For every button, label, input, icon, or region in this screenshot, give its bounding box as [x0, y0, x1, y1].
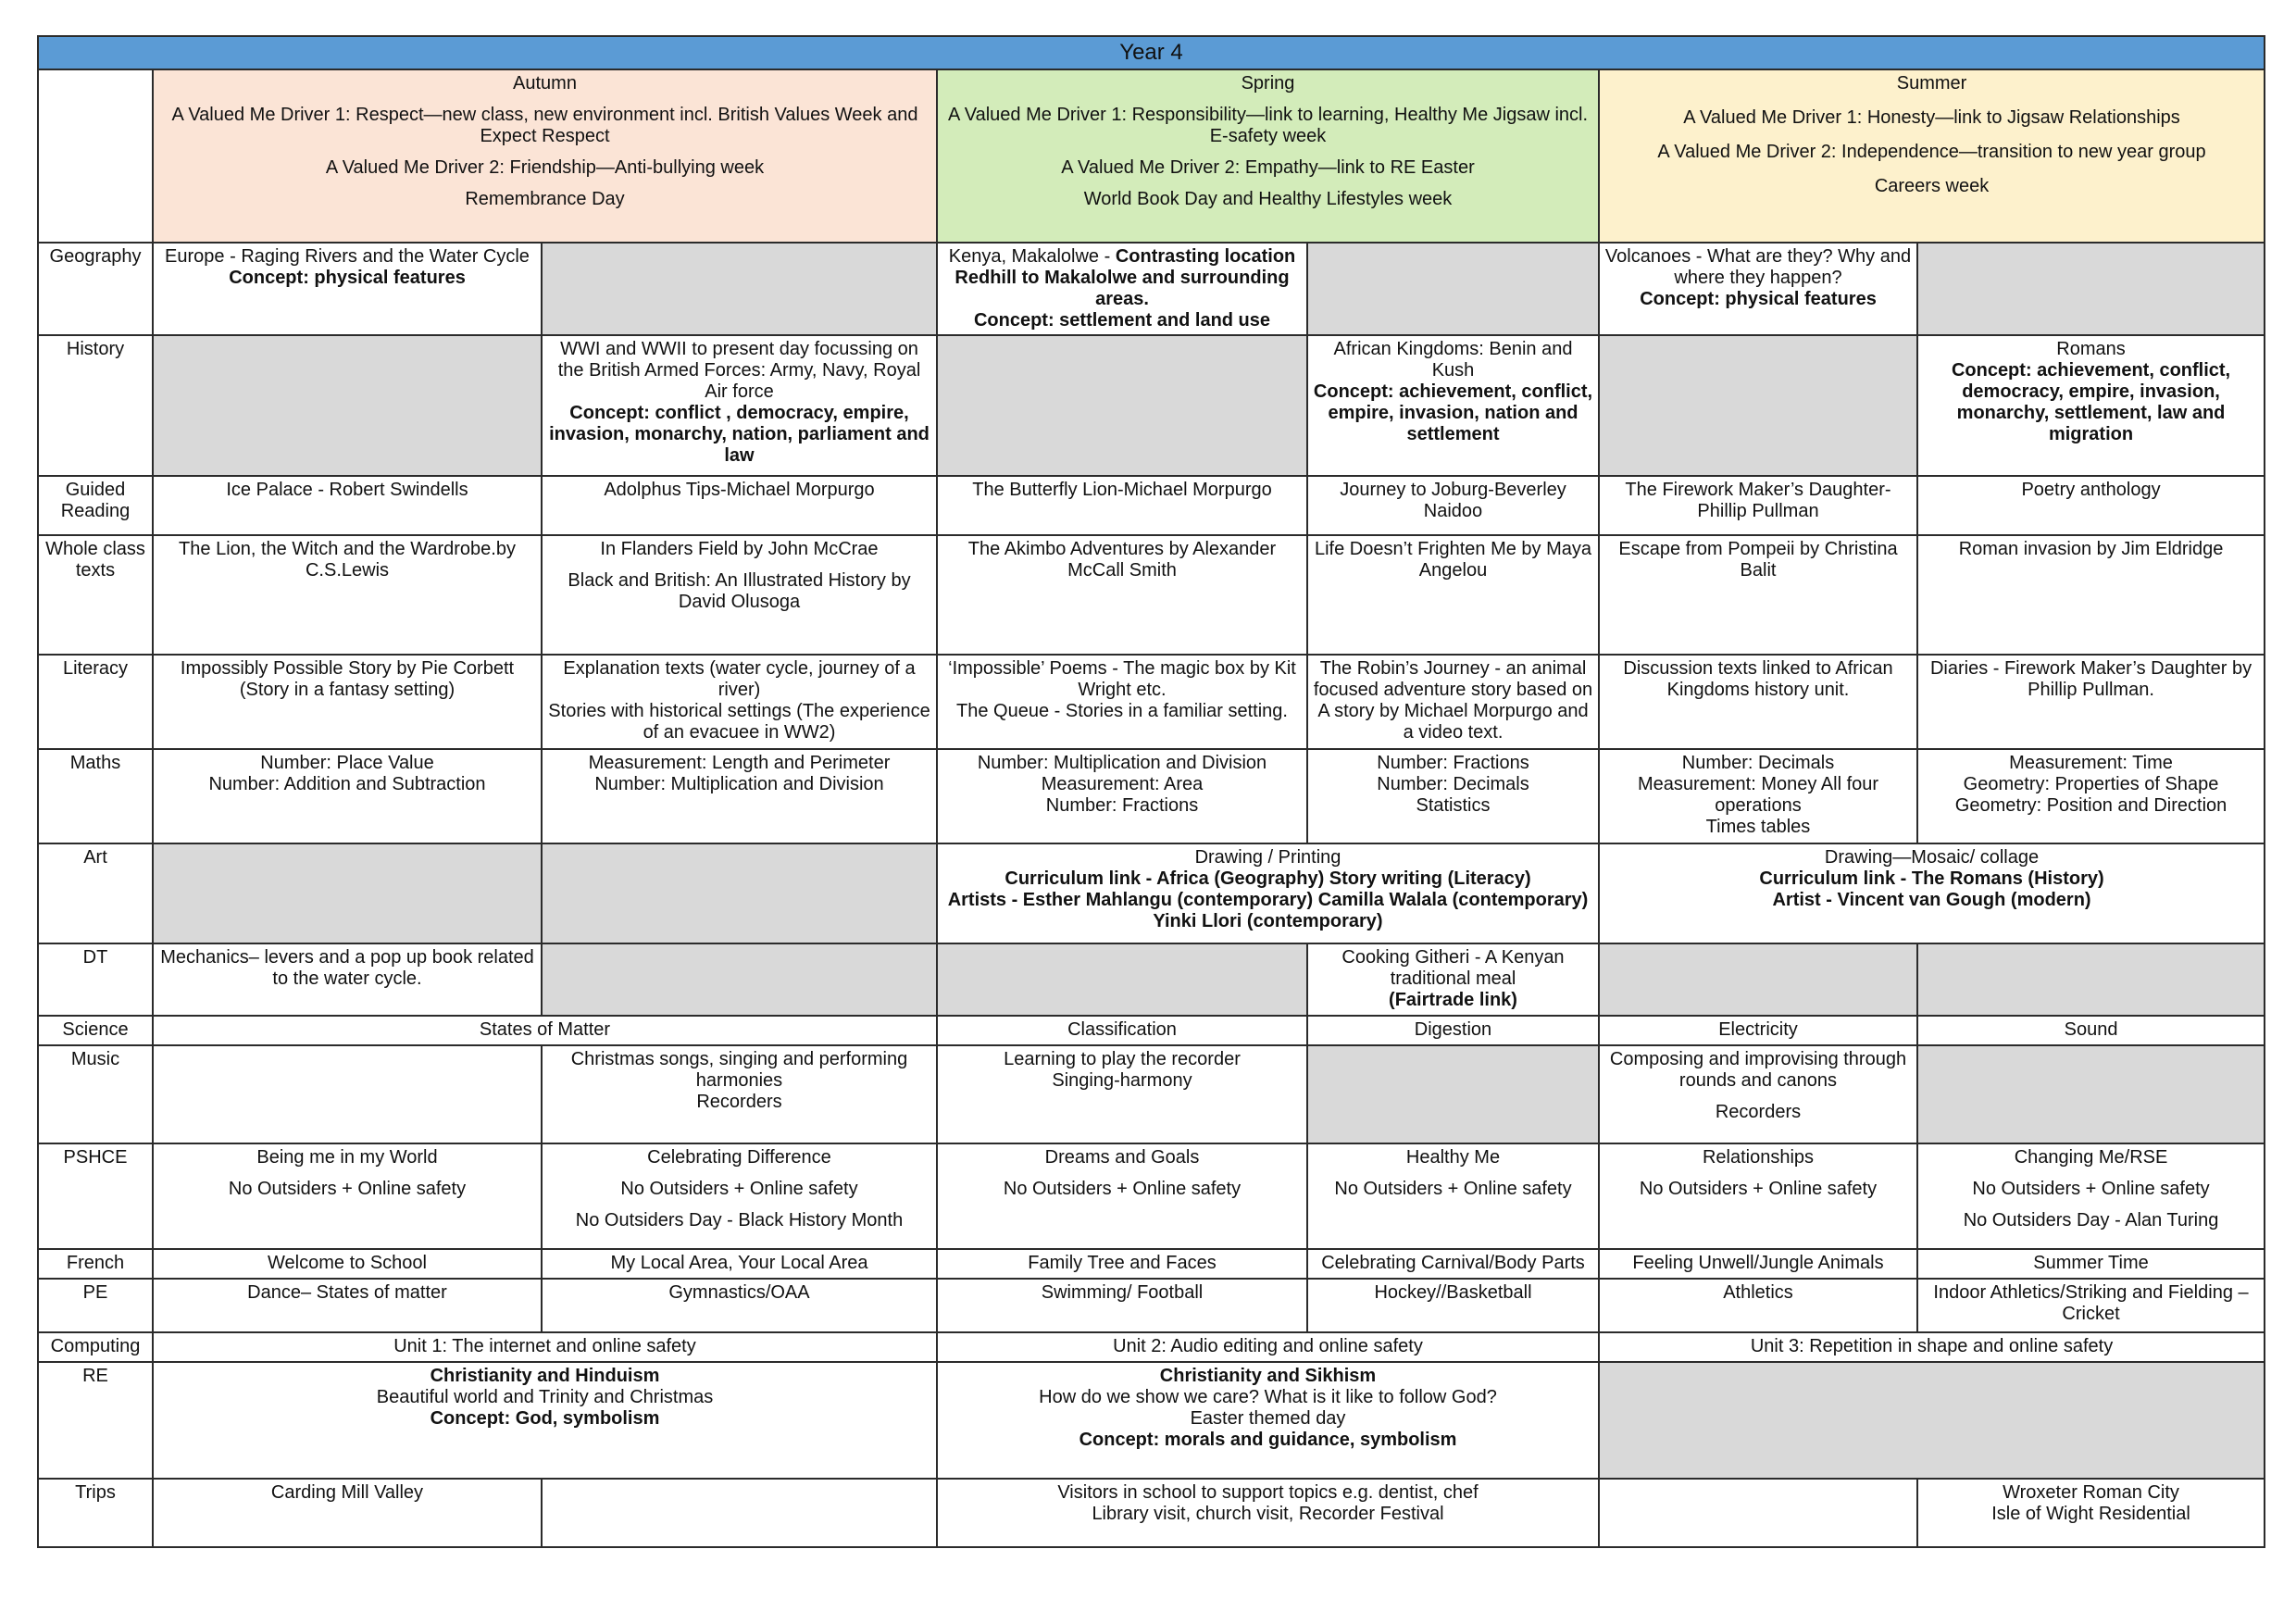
cell-text: No Outsiders + Online safety [620, 1179, 858, 1199]
concept-text: Concept: God, symbolism [430, 1408, 660, 1429]
cell-text: No Outsiders + Online safety [1334, 1179, 1572, 1199]
content-cell [1599, 476, 1917, 535]
cell-text: Cooking Githeri - A Kenyan traditional meal [1341, 947, 1565, 989]
content-cell [1307, 655, 1599, 749]
subject-label: Literacy [38, 655, 153, 749]
cell-text: Roman invasion by Jim Eldridge [1958, 539, 2224, 559]
subject-row [38, 243, 2265, 335]
cell-text: Statistics [1416, 795, 1491, 816]
cell-text: Dance– States of matter [247, 1282, 447, 1303]
term-driver: A Valued Me Driver 1: Respect—new class, new environment incl. British Values Week and Expect Respect [171, 105, 918, 146]
cell-text: Explanation texts (water cycle, journey of a river) [563, 658, 916, 700]
content-cell [542, 1143, 937, 1249]
cell-text: The Firework Maker’s Daughter-Phillip Pullman [1625, 480, 1891, 521]
cell-text: Number: Decimals [1377, 774, 1529, 794]
content-cell [1917, 476, 2265, 535]
content-cell [1307, 749, 1599, 843]
cell-text: Family Tree and Faces [1028, 1253, 1217, 1273]
term-spring [937, 69, 1599, 243]
empty-cell [542, 243, 937, 335]
content-cell [937, 243, 1307, 335]
cell-text: The Akimbo Adventures by Alexander McCall Smith [967, 539, 1277, 581]
content-cell [153, 1279, 542, 1332]
empty-cell [1307, 243, 1599, 335]
cell-text: Drawing—Mosaic/ collage [1824, 847, 2040, 868]
cell-text: The Robin’s Journey - an animal focused adventure story based on A story by Michael Morpurgo and a video text. [1313, 658, 1593, 743]
subject-label: Music [38, 1045, 153, 1143]
cell-text: Healthy Me [1405, 1147, 1501, 1168]
concept-text: Curriculum link - The Romans (History) [1759, 868, 2104, 889]
term-name: Autumn [513, 73, 577, 94]
content-cell [937, 843, 1599, 943]
cell-text: Dreams and Goals [1044, 1147, 1200, 1168]
content-cell [1917, 535, 2265, 655]
content-cell [1917, 1143, 2265, 1249]
cell-text: How do we show we care? What is it like to follow God? [1039, 1387, 1497, 1407]
subject-row [38, 1362, 2265, 1479]
cell-text: Christmas songs, singing and performing harmonies [570, 1049, 908, 1091]
subject-row [38, 1279, 2265, 1332]
term-name: Summer [1896, 73, 1967, 94]
cell-text: Europe - Raging Rivers and the Water Cycle [165, 246, 530, 267]
content-cell [542, 335, 937, 476]
empty-cell [153, 843, 542, 943]
content-cell [1307, 335, 1599, 476]
content-cell [153, 655, 542, 749]
cell-text: No Outsiders Day - Alan Turing [1963, 1210, 2219, 1230]
content-cell [1307, 1279, 1599, 1332]
cell-text: The Butterfly Lion-Michael Morpurgo [972, 480, 1272, 500]
cell-text: Athletics [1723, 1282, 1793, 1303]
cell-text: Wroxeter Roman City [2003, 1482, 2179, 1503]
concept-text: Christianity and Sikhism [1159, 1366, 1377, 1386]
cell-text: Black and British: An Illustrated History by David Olusoga [568, 570, 911, 612]
subject-row [38, 843, 2265, 943]
concept-text: Artist - Vincent van Gough (modern) [1772, 890, 2091, 910]
cell-text: Gymnastics/OAA [668, 1282, 810, 1303]
content-cell [153, 1016, 937, 1045]
subject-row [38, 943, 2265, 1016]
empty-cell [1917, 943, 2265, 1016]
cell-text: In Flanders Field by John McCrae [600, 539, 879, 559]
empty-cell [1599, 1362, 2265, 1479]
content-cell [1917, 1016, 2265, 1045]
cell-text: Number: Fractions [1045, 795, 1199, 816]
empty-cell [937, 943, 1307, 1016]
content-cell [1307, 943, 1599, 1016]
content-cell [1307, 1143, 1599, 1249]
cell-text: (Story in a fantasy setting) [239, 680, 455, 700]
subject-row [38, 1045, 2265, 1143]
year-4-curriculum-table [37, 35, 2265, 1548]
cell-text: Being me in my World [256, 1147, 438, 1168]
content-cell [1599, 749, 1917, 843]
content-cell [153, 476, 542, 535]
content-cell [542, 655, 937, 749]
cell-text: Life Doesn’t Frighten Me by Maya Angelou [1314, 539, 1592, 581]
content-cell [1307, 535, 1599, 655]
cell-text: Swimming/ Football [1041, 1282, 1204, 1303]
content-cell [1917, 749, 2265, 843]
cell-text: Discussion texts linked to African Kingdoms history unit. [1623, 658, 1893, 700]
subject-row [38, 1249, 2265, 1279]
content-cell [1307, 476, 1599, 535]
concept-text: Concept: morals and guidance, symbolism [1079, 1430, 1457, 1450]
cell-text: Geometry: Position and Direction [1954, 795, 2227, 816]
concept-text: Redhill to Makalolwe and surrounding areas. [955, 268, 1290, 309]
cell-text: Romans [2056, 339, 2126, 359]
cell-text: Summer Time [2033, 1253, 2149, 1273]
subject-label: Whole class texts [38, 535, 153, 655]
subject-row [38, 655, 2265, 749]
term-driver: A Valued Me Driver 2: Independence—transition to new year group [1657, 142, 2206, 162]
empty-cell [1917, 243, 2265, 335]
content-cell [937, 655, 1307, 749]
content-cell [937, 1279, 1307, 1332]
cell-text: Electricity [1718, 1019, 1798, 1040]
subject-label: Geography [38, 243, 153, 335]
content-cell [1307, 1016, 1599, 1045]
term-name: Spring [1241, 73, 1295, 94]
cell-text: The Queue - Stories in a familiar setting. [956, 701, 1288, 721]
content-cell [937, 1362, 1599, 1479]
cell-text: Impossibly Possible Story by Pie Corbett [180, 658, 515, 679]
cell-text: Recorders [1715, 1102, 1802, 1122]
cell-text: Sound [2064, 1019, 2118, 1040]
content-cell [1599, 1016, 1917, 1045]
content-cell [153, 243, 542, 335]
subject-row [38, 1479, 2265, 1547]
content-cell [542, 1479, 937, 1547]
cell-text: Drawing / Printing [1194, 847, 1341, 868]
cell-text: African Kingdoms: Benin and Kush [1333, 339, 1573, 381]
subject-label: Computing [38, 1332, 153, 1362]
cell-text: Number: Multiplication and Division [594, 774, 884, 794]
cell-text: Classification [1067, 1019, 1177, 1040]
subject-label: Trips [38, 1479, 153, 1547]
empty-cell [937, 335, 1307, 476]
cell-text: Number: Place Value [260, 753, 434, 773]
cell-text: No Outsiders Day - Black History Month [575, 1210, 904, 1230]
empty-cell [153, 335, 542, 476]
content-cell [1917, 1479, 2265, 1547]
cell-text: Isle of Wight Residential [1991, 1504, 2190, 1524]
content-cell [937, 1045, 1307, 1143]
content-cell [153, 943, 542, 1016]
cell-text: Journey to Joburg-Beverley Naidoo [1340, 480, 1566, 521]
cell-text: Welcome to School [268, 1253, 427, 1273]
empty-cell [1917, 1045, 2265, 1143]
content-cell [153, 1143, 542, 1249]
cell-text: Feeling Unwell/Jungle Animals [1632, 1253, 1884, 1273]
content-cell [1599, 243, 1917, 335]
content-cell [1599, 1045, 1917, 1143]
cell-text: Recorders [696, 1092, 782, 1112]
cell-text: Beautiful world and Trinity and Christmas [376, 1387, 714, 1407]
cell-text: Hockey//Basketball [1374, 1282, 1532, 1303]
concept-text: Artists - Esther Mahlangu (contemporary) Camilla Walala (contemporary) Yinki Llori (contemporary) [947, 890, 1589, 931]
cell-text: Library visit, church visit, Recorder Festival [1092, 1504, 1444, 1524]
term-driver: A Valued Me Driver 1: Responsibility—link to learning, Healthy Me Jigsaw incl. E-safety week [947, 105, 1589, 146]
content-cell [153, 1249, 542, 1279]
content-cell [937, 1479, 1599, 1547]
cell-text: Mechanics– levers and a pop up book related to the water cycle. [160, 947, 534, 989]
subject-label: Maths [38, 749, 153, 843]
content-cell [1917, 335, 2265, 476]
subject-label: Science [38, 1016, 153, 1045]
content-cell [1599, 1143, 1917, 1249]
term-event: Careers week [1874, 176, 1990, 196]
cell-text: Relationships [1702, 1147, 1815, 1168]
concept-text: Concept: physical features [1640, 289, 1877, 309]
cell-text: Unit 3: Repetition in shape and online safety [1750, 1336, 2114, 1356]
empty-cell [542, 943, 937, 1016]
cell-text: Number: Multiplication and Division [977, 753, 1267, 773]
empty-cell [1307, 1045, 1599, 1143]
page-title: Year 4 [38, 36, 2265, 69]
content-cell [1917, 1279, 2265, 1332]
content-cell [937, 1016, 1307, 1045]
content-cell [1307, 1249, 1599, 1279]
cell-text: Times tables [1705, 817, 1811, 837]
cell-text: Ice Palace - Robert Swindells [226, 480, 468, 500]
cell-text: No Outsiders + Online safety [1972, 1179, 2210, 1199]
title-row [38, 36, 2265, 69]
cell-text: Adolphus Tips-Michael Morpurgo [604, 480, 875, 500]
content-cell [937, 1332, 1599, 1362]
concept-text: Curriculum link - Africa (Geography) Story writing (Literacy) [1004, 868, 1531, 889]
cell-text: States of Matter [479, 1019, 611, 1040]
subject-label: PE [38, 1279, 153, 1332]
content-cell [153, 1362, 937, 1479]
cell-text: Composing and improvising through rounds and canons [1609, 1049, 1907, 1091]
corner-cell [38, 69, 153, 243]
content-cell [153, 1045, 542, 1143]
term-driver: A Valued Me Driver 2: Empathy—link to RE Easter [1061, 157, 1475, 178]
cell-text: Digestion [1414, 1019, 1492, 1040]
cell-text: Stories with historical settings (The experience of an evacuee in WW2) [548, 701, 930, 743]
content-cell [153, 1332, 937, 1362]
concept-text: (Fairtrade link) [1389, 990, 1517, 1010]
subject-label: Guided Reading [38, 476, 153, 535]
subject-label: RE [38, 1362, 153, 1479]
subject-label: DT [38, 943, 153, 1016]
content-cell [542, 476, 937, 535]
content-cell [1599, 655, 1917, 749]
content-cell [542, 535, 937, 655]
cell-text: Carding Mill Valley [270, 1482, 424, 1503]
content-cell [542, 749, 937, 843]
cell-text: Measurement: Length and Perimeter [588, 753, 891, 773]
subject-row [38, 1016, 2265, 1045]
content-cell [1917, 1249, 2265, 1279]
empty-cell [542, 843, 937, 943]
subject-row [38, 1143, 2265, 1249]
concept-text: Concept: achievement, conflict, empire, invasion, nation and settlement [1313, 381, 1593, 444]
cell-text: The Lion, the Witch and the Wardrobe.by C.S.Lewis [179, 539, 516, 581]
cell-text: Escape from Pompeii by Christina Balit [1618, 539, 1898, 581]
content-cell [937, 1249, 1307, 1279]
content-cell [153, 1479, 542, 1547]
concept-text: Concept: conflict , democracy, empire, invasion, monarchy, nation, parliament and law [549, 403, 930, 466]
cell-text: Volcanoes - What are they? Why and where they happen? [1604, 246, 1912, 288]
cell-text: Number: Decimals [1681, 753, 1835, 773]
term-autumn [153, 69, 937, 243]
cell-text: Measurement: Time [2009, 753, 2173, 773]
content-cell [153, 749, 542, 843]
content-cell [153, 535, 542, 655]
subject-label: PSHCE [38, 1143, 153, 1249]
concept-text: Concept: achievement, conflict, democracy, empire, invasion, monarchy, settlement, law and migration [1951, 360, 2231, 444]
cell-text: No Outsiders + Online safety [1639, 1179, 1878, 1199]
content-cell [1599, 1279, 1917, 1332]
term-summer [1599, 69, 2265, 243]
content-cell [542, 1045, 937, 1143]
term-event: Remembrance Day [465, 189, 625, 209]
concept-text: Christianity and Hinduism [430, 1366, 660, 1386]
content-cell [937, 476, 1307, 535]
content-cell [1599, 843, 2265, 943]
cell-text [941, 246, 1304, 268]
cell-text: Measurement: Area [1041, 774, 1204, 794]
cell-text: My Local Area, Your Local Area [610, 1253, 868, 1273]
subject-label: French [38, 1249, 153, 1279]
cell-text: Easter themed day [1190, 1408, 1346, 1429]
empty-cell [1599, 943, 1917, 1016]
content-cell [937, 535, 1307, 655]
content-cell [937, 749, 1307, 843]
cell-text: ‘Impossible’ Poems - The magic box by Kit Wright etc. [948, 658, 1296, 700]
content-cell [1599, 535, 1917, 655]
cell-text: Unit 2: Audio editing and online safety [1113, 1336, 1423, 1356]
concept-text: Concept: physical features [229, 268, 466, 288]
term-header-row [38, 69, 2265, 243]
content-cell [542, 1249, 937, 1279]
cell-text: Celebrating Difference [647, 1147, 831, 1168]
subject-label: History [38, 335, 153, 476]
cell-text-bold-part: Contrasting location [1115, 246, 1296, 267]
cell-text: Celebrating Carnival/Body Parts [1321, 1253, 1585, 1273]
cell-text: Number: Addition and Subtraction [208, 774, 486, 794]
content-cell [1599, 1249, 1917, 1279]
content-cell [937, 1143, 1307, 1249]
cell-text: Indoor Athletics/Striking and Fielding – Cricket [1933, 1282, 2249, 1324]
subject-row [38, 749, 2265, 843]
cell-text: Unit 1: The internet and online safety [393, 1336, 696, 1356]
cell-text: Geometry: Properties of Shape [1963, 774, 2219, 794]
term-driver: A Valued Me Driver 1: Honesty—link to Jigsaw Relationships [1683, 107, 2180, 128]
content-cell [1599, 1479, 1917, 1547]
cell-text: No Outsiders + Online safety [1003, 1179, 1242, 1199]
concept-text: Concept: settlement and land use [973, 310, 1271, 331]
cell-text-part: Kenya, Makalolwe - [948, 246, 1116, 267]
cell-text: No Outsiders + Online safety [228, 1179, 467, 1199]
cell-text: Number: Fractions [1377, 753, 1529, 773]
term-driver: A Valued Me Driver 2: Friendship—Anti-bullying week [325, 157, 765, 178]
content-cell [542, 1279, 937, 1332]
subject-row [38, 535, 2265, 655]
cell-text: Visitors in school to support topics e.g. dentist, chef [1057, 1482, 1479, 1503]
cell-text: WWI and WWII to present day focussing on the British Armed Forces: Army, Navy, Royal Air force [557, 339, 921, 402]
cell-text: Singing-harmony [1052, 1070, 1192, 1091]
empty-cell [1599, 335, 1917, 476]
term-event: World Book Day and Healthy Lifestyles week [1083, 189, 1453, 209]
cell-text: Changing Me/RSE [2014, 1147, 2168, 1168]
subject-label: Art [38, 843, 153, 943]
cell-text: Measurement: Money All four operations [1637, 774, 1879, 816]
subject-row [38, 476, 2265, 535]
content-cell [1599, 1332, 2265, 1362]
cell-text: Learning to play the recorder [1004, 1049, 1241, 1069]
content-cell [1917, 655, 2265, 749]
subject-row [38, 335, 2265, 476]
cell-text: Diaries - Firework Maker’s Daughter by Phillip Pullman. [1929, 658, 2252, 700]
cell-text: Poetry anthology [2021, 480, 2161, 500]
subject-row [38, 1332, 2265, 1362]
